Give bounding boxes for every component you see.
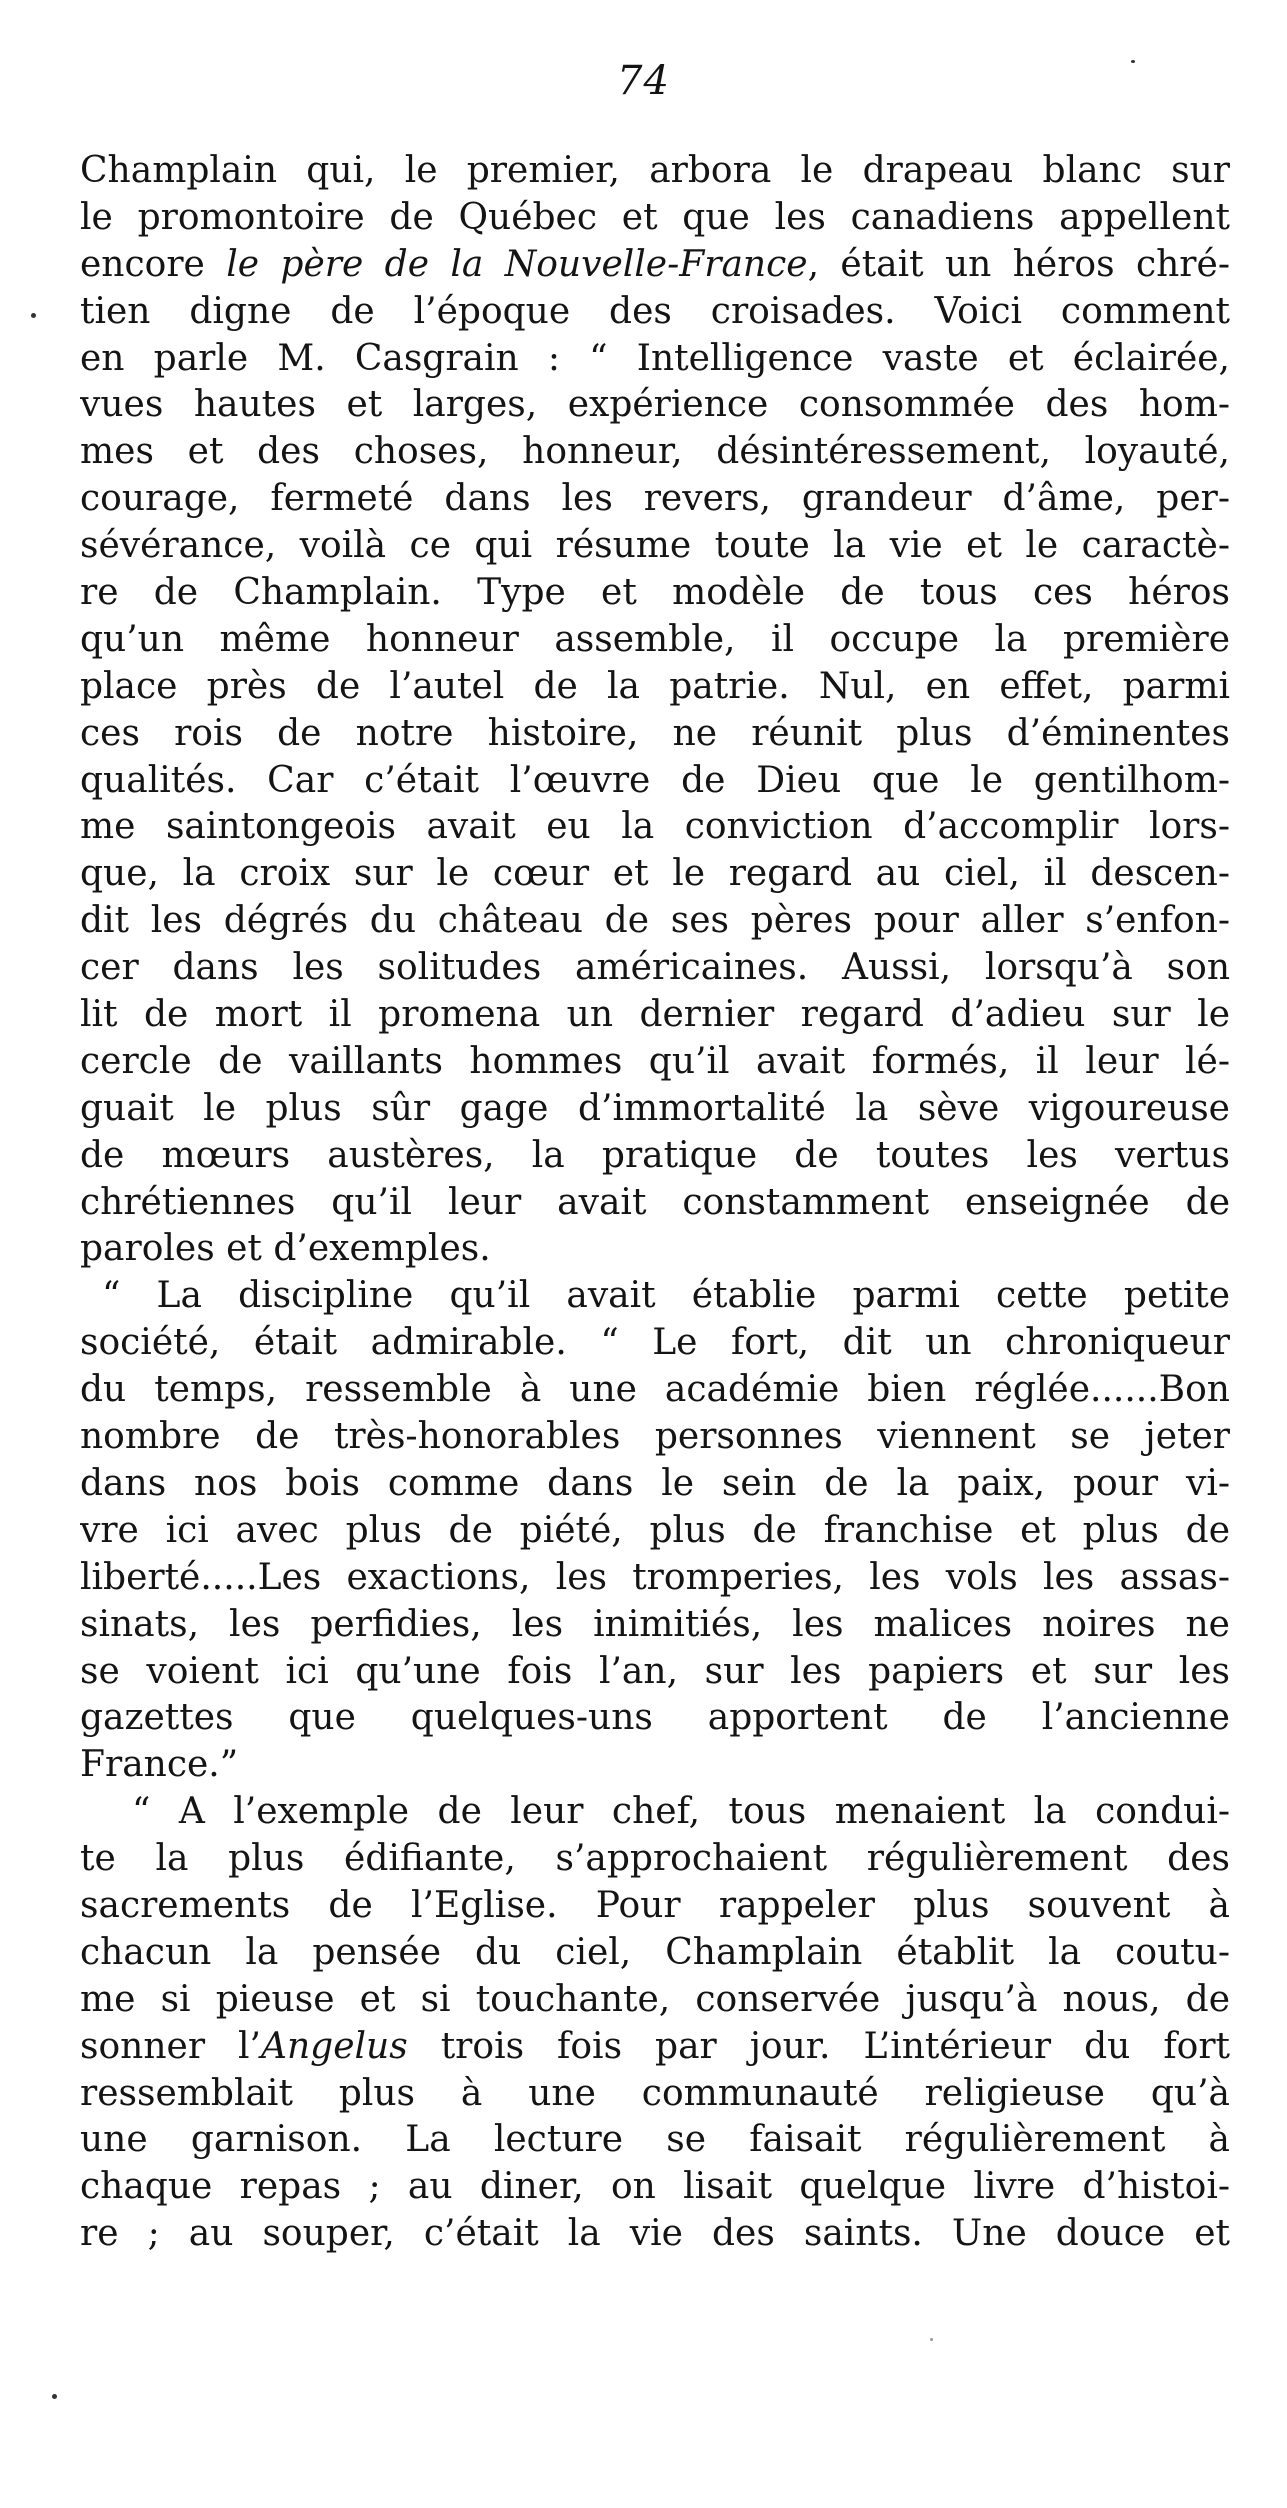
text-segment: sinats, les perfidies, les inimitiés, les malices noires ne <box>80 1603 1230 1645</box>
text-line <box>80 1367 1230 1414</box>
text-line <box>80 851 1230 898</box>
text-segment: re de Champlain. Type et modèle de tous ces héros <box>80 572 1230 614</box>
text-line <box>80 898 1230 945</box>
text-line <box>80 1039 1230 1086</box>
text-segment: ressemblait plus à une communauté religieuse qu’à <box>80 2072 1230 2114</box>
text-segment: cer dans les solitudes américaines. Aussi, lorsqu’à son <box>80 947 1230 989</box>
ink-speck <box>930 2338 933 2341</box>
text-segment: vre ici avec plus de piété, plus de franchise et plus de <box>80 1509 1230 1551</box>
text-line <box>80 1883 1230 1930</box>
text-line <box>80 1133 1230 1180</box>
text-segment: sacrements de l’Eglise. Pour rappeler plus souvent à <box>80 1884 1230 1926</box>
text-line <box>80 1461 1230 1508</box>
text-line <box>80 758 1230 805</box>
text-segment: liberté.....Les exactions, les tromperies, les vols les assas- <box>80 1556 1230 1598</box>
text-line <box>80 1226 1230 1273</box>
text-line <box>80 1742 1230 1789</box>
text-line <box>80 429 1230 476</box>
text-line <box>80 382 1230 429</box>
text-line <box>80 289 1230 336</box>
text-segment: ces rois de notre histoire, ne réunit plus d’éminentes <box>80 712 1230 754</box>
ink-speck <box>1131 60 1135 63</box>
text-segment: lit de mort il promena un dernier regard d’adieu sur le <box>80 994 1230 1036</box>
text-segment: re ; au souper, c’était la vie des saints. Une douce et <box>80 2213 1230 2255</box>
text-line <box>80 1555 1230 1602</box>
text-segment: dit les dégrés du château de ses pères pour aller s’enfon- <box>80 900 1230 942</box>
text-segment: , était un héros chré- <box>807 243 1230 285</box>
text-line <box>80 1273 1230 1320</box>
text-line <box>80 148 1230 195</box>
text-segment: nombre de très-honorables personnes viennent se jeter <box>80 1416 1230 1458</box>
text-segment: du temps, ressemble à une académie bien réglée......Bon <box>80 1369 1230 1411</box>
text-line <box>80 1649 1230 1696</box>
text-line <box>80 476 1230 523</box>
text-segment: se voient ici qu’une fois l’an, sur les papiers et sur les <box>80 1650 1230 1692</box>
text-line <box>80 1180 1230 1227</box>
text-segment: te la plus édifiante, s’approchaient régulièrement des <box>80 1838 1230 1880</box>
text-line <box>80 1930 1230 1977</box>
text-segment: France.” <box>80 1744 239 1786</box>
body-text <box>80 148 1230 2258</box>
text-segment: gazettes que quelques-uns apportent de l’ancienne <box>80 1697 1230 1739</box>
text-segment: que, la croix sur le cœur et le regard au ciel, il descen- <box>80 853 1230 895</box>
text-segment: Champlain qui, le premier, arbora le drapeau blanc sur <box>80 150 1230 191</box>
text-segment: vues hautes et larges, expérience consommée des hom- <box>80 384 1230 426</box>
ink-speck <box>31 313 36 318</box>
text-line <box>80 2024 1230 2071</box>
text-line <box>80 945 1230 992</box>
text-segment: dans nos bois comme dans le sein de la paix, pour vi- <box>80 1462 1230 1504</box>
text-line <box>80 2117 1230 2164</box>
text-segment: sévérance, voilà ce qui résume toute la vie et le caractè- <box>80 525 1230 567</box>
text-line <box>80 523 1230 570</box>
text-line <box>80 570 1230 617</box>
text-line <box>80 804 1230 851</box>
text-segment: place près de l’autel de la patrie. Nul, en effet, parmi <box>80 665 1230 707</box>
text-line <box>80 2211 1230 2258</box>
text-segment: paroles et d’exemples. <box>80 1228 491 1270</box>
text-line <box>80 711 1230 758</box>
ink-speck <box>52 2394 57 2399</box>
text-segment: qu’un même honneur assemble, il occupe la première <box>80 618 1230 660</box>
text-segment: mes et des choses, honneur, désintéressement, loyauté, <box>80 431 1230 473</box>
text-line <box>80 336 1230 383</box>
text-segment: guait le plus sûr gage d’immortalité la sève vigoureuse <box>80 1087 1230 1129</box>
text-segment: me saintongeois avait eu la conviction d’accomplir lors- <box>80 806 1230 848</box>
text-line <box>80 992 1230 1039</box>
text-line <box>80 1602 1230 1649</box>
text-line <box>80 1414 1230 1461</box>
text-segment: en parle M. Casgrain : “ Intelligence vaste et éclairée, <box>80 337 1230 379</box>
text-segment: chacun la pensée du ciel, Champlain établit la coutu- <box>80 1931 1230 1973</box>
text-line <box>80 2164 1230 2211</box>
text-line <box>80 1789 1230 1836</box>
text-line <box>80 1836 1230 1883</box>
text-segment: société, était admirable. “ Le fort, dit un chroniqueur <box>80 1322 1230 1364</box>
text-line <box>80 664 1230 711</box>
text-line <box>80 1086 1230 1133</box>
text-segment: “ A l’exemple de leur chef, tous menaient la condui- <box>132 1791 1230 1833</box>
text-line <box>80 195 1230 242</box>
text-line <box>80 1695 1230 1742</box>
text-line <box>80 1977 1230 2024</box>
italic-text: Angelus <box>261 2025 408 2067</box>
text-segment: “ La discipline qu’il avait établie parmi cette petite <box>102 1275 1230 1317</box>
text-segment: une garnison. La lecture se faisait régulièrement à <box>80 2119 1230 2161</box>
text-line <box>80 2071 1230 2118</box>
text-line <box>80 242 1230 289</box>
text-line <box>80 617 1230 664</box>
text-segment: courage, fermeté dans les revers, grandeur d’âme, per- <box>80 478 1230 520</box>
text-segment: de mœurs austères, la pratique de toutes les vertus <box>80 1134 1230 1176</box>
text-segment: encore <box>80 243 227 285</box>
italic-text: le père de la Nouvelle-France <box>226 243 808 285</box>
text-segment: cercle de vaillants hommes qu’il avait formés, il leur lé- <box>80 1040 1230 1082</box>
text-line <box>80 1320 1230 1367</box>
text-segment: le promontoire de Québec et que les canadiens appellent <box>80 196 1230 238</box>
text-segment: trois fois par jour. L’intérieur du fort <box>407 2025 1230 2067</box>
text-segment: tien digne de l’époque des croisades. Voici comment <box>80 290 1230 332</box>
text-segment: qualités. Car c’était l’œuvre de Dieu que le gentilhom- <box>80 759 1230 801</box>
text-segment: chrétiennes qu’il leur avait constamment enseignée de <box>80 1181 1230 1223</box>
text-segment: chaque repas ; au diner, on lisait quelque livre d’histoi- <box>80 2166 1230 2208</box>
text-line <box>80 1508 1230 1555</box>
text-segment: sonner l’ <box>80 2025 261 2067</box>
page-number: 74 <box>617 58 670 104</box>
text-segment: me si pieuse et si touchante, conservée jusqu’à nous, de <box>80 1978 1230 2020</box>
